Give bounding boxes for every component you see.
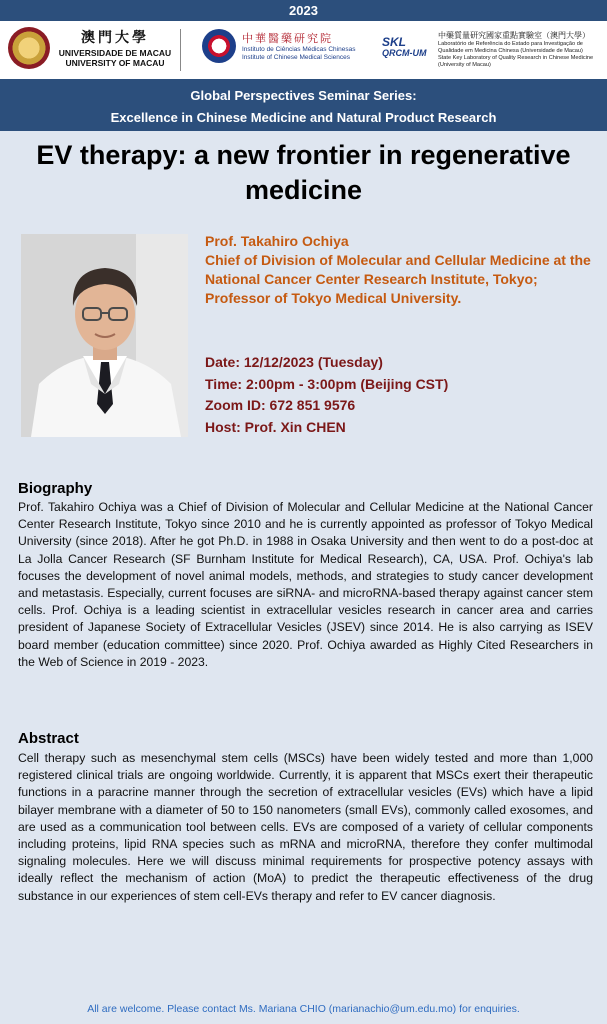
footer-contact[interactable]: All are welcome. Please contact Ms. Mariana CHIO (marianachio@um.edu.mo) for enquiries. xyxy=(87,1003,520,1015)
event-details xyxy=(205,352,595,438)
logo-divider xyxy=(180,29,181,71)
abstract-heading: Abstract xyxy=(18,730,79,747)
skl-logo-text xyxy=(438,30,604,69)
year-label: 2023 xyxy=(289,3,318,18)
icms-english-name: Institute of Chinese Medical Sciences xyxy=(242,54,351,61)
skl-english-name: State Key Laboratory of Quality Research in Chinese Medicine (University of Macau) xyxy=(438,55,594,68)
icms-logo-text xyxy=(242,30,355,62)
biography-heading: Biography xyxy=(18,480,93,497)
icms-chinese-name: 中華醫藥研究院 xyxy=(242,33,333,45)
skl-mark-top: SKL xyxy=(382,35,406,49)
skl-mark-bottom: QRCM-UM xyxy=(382,48,427,58)
logo-strip xyxy=(0,21,607,79)
banner-line-2: Excellence in Chinese Medicine and Natural Product Research xyxy=(110,110,497,125)
event-host: Host: Prof. Xin CHEN xyxy=(205,418,346,435)
icms-seal-icon xyxy=(202,29,236,63)
speaker-photo xyxy=(21,234,188,437)
skl-logo-icon xyxy=(382,37,430,61)
um-english-name: UNIVERSITY OF MACAU xyxy=(65,58,165,68)
icms-portuguese-name: Instituto de Ciências Médicas Chinesas xyxy=(242,46,356,53)
skl-portuguese-name: Laboratório de Referência do Estado para Investigação de Qualidade em Medicina Chinesa (Universidade de Macau) xyxy=(438,41,583,54)
banner-line-1: Global Perspectives Seminar Series: xyxy=(190,88,417,103)
speaker-role-1: Chief of Division of Molecular and Cellular Medicine at the National Cancer Center Research Institute, Tokyo; xyxy=(205,252,591,287)
abstract-text: Cell therapy such as mesenchymal stem cells (MSCs) have been widely tested and more than 1,000 registered clinical trials are ongoing worldwide. Currently, it is apparent that MSCs exert their therapeutic functions in a paracrine manner through the secretion of extracellular vesicles (EVs) which have a lipid bilayer membrane with a diameter of 50 to 150 nanometers (small EVs), commonly called exosomes, and are used as a communication tool between cells. EVs are composed of a variety of cellular components including proteins, lipid RNA species such as mRNA and microRNA, therefore they confer multimodal signaling molecules. Here we will discuss minimal requirements for prospective potency assays with ideally reflect the mechanism of action (MoA) to predict the therapeutic effectiveness of the drug substance in our experiences of stem cell-EVs therapy and refer to EV cancer diagnosis. xyxy=(18,751,593,903)
series-banner xyxy=(0,79,607,131)
speaker-info xyxy=(205,232,595,308)
year-bar xyxy=(0,0,607,21)
event-zoom-id[interactable]: Zoom ID: 672 851 9576 xyxy=(205,397,356,413)
um-logo-text xyxy=(56,27,174,68)
page-title: EV therapy: a new frontier in regenerative medicine xyxy=(36,140,571,205)
event-time: Time: 2:00pm - 3:00pm (Beijing CST) xyxy=(205,375,449,392)
um-seal-icon xyxy=(8,27,50,69)
um-portuguese-name: UNIVERSIDADE DE MACAU xyxy=(58,48,172,58)
biography-text: Prof. Takahiro Ochiya was a Chief of Division of Molecular and Cellular Medicine at the National Cancer Center Research Institute, Tokyo since 2010 and he is currently appointed as professor of Tokyo Medical University (since 2018). After he got Ph.D. in 1988 in Osaka University and then went to do a post-doc at La Jolla Cancer Research (SF Burnham Institute for Medical Research), CA, USA. Prof. Ochiya's lab focuses the development of novel animal models, methods, and strategies to study cancer development and metastasis. Especially, current focuses are siRNA- and microRNA-based therapy against cancer stem cells. Prof. Ochiya is a leading scientist in extracellular vesicles research in cancer area and carries president of Japanese Society of Extracellular Vesicles (JSEV) since 2014. He is also carrying as ISEV board member (education committee) since 2020. Prof. Ochiya awarded as Highly Cited Researchers in the Web of Science in 2019 - 2023. xyxy=(18,500,593,669)
skl-chinese-name: 中藥質量研究國家重點實驗室（澳門大學） xyxy=(438,31,590,40)
event-date: Date: 12/12/2023 (Tuesday) xyxy=(205,354,383,370)
speaker-name: Prof. Takahiro Ochiya xyxy=(205,233,349,249)
speaker-role-2: Professor of Tokyo Medical University. xyxy=(205,290,462,306)
speaker-portrait-icon xyxy=(21,234,188,437)
um-chinese-name: 澳門大學 xyxy=(81,30,149,46)
